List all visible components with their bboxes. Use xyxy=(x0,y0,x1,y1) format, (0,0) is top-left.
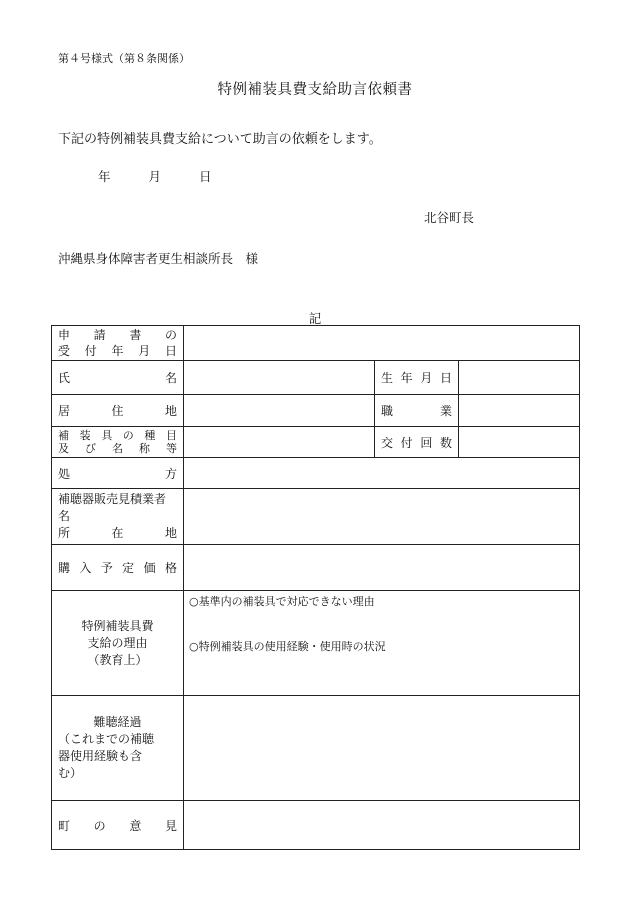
label-char: 年 xyxy=(400,371,413,385)
label-text xyxy=(58,465,177,482)
label-char: の xyxy=(122,429,134,442)
row-prescription xyxy=(52,458,580,489)
label-char: 購 xyxy=(58,561,71,575)
prescription-label xyxy=(52,458,184,489)
label-char: 意 xyxy=(129,818,142,833)
row-application-date xyxy=(52,326,580,361)
label-char: 方 xyxy=(164,466,177,481)
name-field[interactable] xyxy=(184,361,375,395)
label-char: 等 xyxy=(166,442,177,455)
address-label xyxy=(52,395,184,427)
document-title: 特例補装具費支給助言依頼書 xyxy=(217,82,413,98)
label-text xyxy=(58,343,177,359)
label-text xyxy=(58,327,177,343)
prescription-field[interactable] xyxy=(184,458,580,489)
row-history xyxy=(52,696,580,801)
label-char: 入 xyxy=(79,561,92,575)
label-char: 居 xyxy=(58,404,71,418)
label-char: 業 xyxy=(439,404,452,418)
label-char: 請 xyxy=(93,328,106,342)
label-char: 在 xyxy=(111,526,124,540)
label-char: 称 xyxy=(139,442,150,455)
price-label xyxy=(52,545,184,591)
label-char: 書 xyxy=(129,328,142,342)
label-char: び xyxy=(85,442,96,455)
name-label xyxy=(52,361,184,395)
issue-count-field[interactable] xyxy=(459,427,580,458)
label-char: 名 xyxy=(164,371,177,385)
label-text xyxy=(58,559,177,576)
row-name xyxy=(52,361,580,395)
label-char: 補 xyxy=(58,429,69,442)
addressee: 沖縄県身体障害者更生相談所長 様 xyxy=(58,251,259,266)
label-text xyxy=(58,525,177,542)
label-char: 月 xyxy=(138,344,151,358)
label-text xyxy=(58,442,177,455)
reason-label-line3: （教育上） xyxy=(87,652,148,667)
advice-request-form xyxy=(51,325,580,850)
history-label-line4: む） xyxy=(58,766,83,780)
label-char: 付 xyxy=(400,435,413,450)
reason-option-experience: ○特例補装具の使用経験・使用時の状況 xyxy=(189,640,386,653)
row-opinion xyxy=(52,801,580,850)
label-char: 格 xyxy=(164,561,177,575)
label-char: 付 xyxy=(84,344,97,358)
label-char: 装 xyxy=(79,429,91,442)
birthdate-label xyxy=(375,361,459,395)
history-field[interactable] xyxy=(184,696,580,801)
label-char: 交 xyxy=(381,435,394,450)
opinion-label xyxy=(52,801,184,850)
address-field[interactable] xyxy=(184,395,375,427)
price-field[interactable] xyxy=(184,545,580,591)
label-text xyxy=(58,402,177,419)
occupation-label xyxy=(375,395,459,427)
vendor-label-line1: 補聴器販売見積業者名 xyxy=(58,492,167,523)
history-label-line1: 難聴経過 xyxy=(93,715,142,729)
issue-count-label xyxy=(375,427,459,458)
application-date-label xyxy=(52,326,184,361)
row-device xyxy=(52,427,580,458)
label-char: 目 xyxy=(165,429,177,442)
label-char: 日 xyxy=(439,371,452,385)
label-char: 年 xyxy=(111,344,124,358)
label-char: の xyxy=(164,328,177,342)
request-text: 下記の特例補装具費支給について助言の依頼をします。 xyxy=(58,132,382,147)
reason-label-line2: 支給の理由 xyxy=(87,635,148,650)
row-price xyxy=(52,545,580,591)
label-char: 種 xyxy=(144,429,156,442)
label-char: 名 xyxy=(112,442,123,455)
label-char: 地 xyxy=(164,404,177,418)
form-number: 第４号様式（第８条関係） xyxy=(58,52,190,65)
history-label-line3: 器使用経験も含 xyxy=(58,749,143,763)
label-text xyxy=(381,434,452,451)
label-char: 日 xyxy=(164,344,177,358)
device-label xyxy=(52,427,184,458)
reason-label xyxy=(52,591,184,696)
date-year-label: 年 xyxy=(98,169,111,184)
label-char: 町 xyxy=(58,818,71,833)
vendor-field[interactable] xyxy=(184,489,580,545)
label-char: 受 xyxy=(58,344,71,358)
date-day-label: 日 xyxy=(198,169,212,184)
ki-heading: 記 xyxy=(308,311,322,326)
label-char: 見 xyxy=(164,818,177,833)
label-text xyxy=(381,402,452,419)
label-char: 地 xyxy=(164,526,177,540)
label-char: 処 xyxy=(58,466,71,481)
date-month-label: 月 xyxy=(148,169,161,184)
label-char: 職 xyxy=(381,404,394,418)
label-text xyxy=(58,817,177,834)
label-text xyxy=(58,429,177,442)
sender-name: 北谷町長 xyxy=(424,210,475,225)
label-char: 申 xyxy=(58,328,71,342)
reason-option-standard: ○基準内の補装具で対応できない理由 xyxy=(189,595,375,608)
vendor-label xyxy=(52,489,184,545)
reason-field[interactable] xyxy=(184,591,580,696)
row-reason xyxy=(52,591,580,696)
device-field[interactable] xyxy=(184,427,375,458)
history-label-line2: （これまでの補聴 xyxy=(58,732,155,746)
row-vendor xyxy=(52,489,580,545)
label-char: 生 xyxy=(381,371,394,385)
label-char: 所 xyxy=(58,526,71,540)
label-char: 月 xyxy=(420,371,433,385)
label-char: 価 xyxy=(143,561,156,575)
label-char: 数 xyxy=(439,435,452,450)
label-char: 回 xyxy=(420,435,433,450)
label-char: 予 xyxy=(100,561,113,575)
occupation-field[interactable] xyxy=(459,395,580,427)
label-char: 定 xyxy=(122,561,135,575)
opinion-field[interactable] xyxy=(184,801,580,850)
label-text xyxy=(58,369,177,386)
label-char: 具 xyxy=(101,429,113,442)
row-address xyxy=(52,395,580,427)
history-label xyxy=(52,696,184,801)
birthdate-field[interactable] xyxy=(459,361,580,395)
label-text xyxy=(381,369,452,386)
date-line xyxy=(98,167,211,185)
label-char: 住 xyxy=(111,404,124,418)
reason-label-line1: 特例補装具費 xyxy=(81,618,154,633)
application-date-field[interactable] xyxy=(184,326,580,361)
label-char: 氏 xyxy=(58,371,71,385)
label-char: 及 xyxy=(58,442,69,455)
label-char: の xyxy=(93,818,106,833)
